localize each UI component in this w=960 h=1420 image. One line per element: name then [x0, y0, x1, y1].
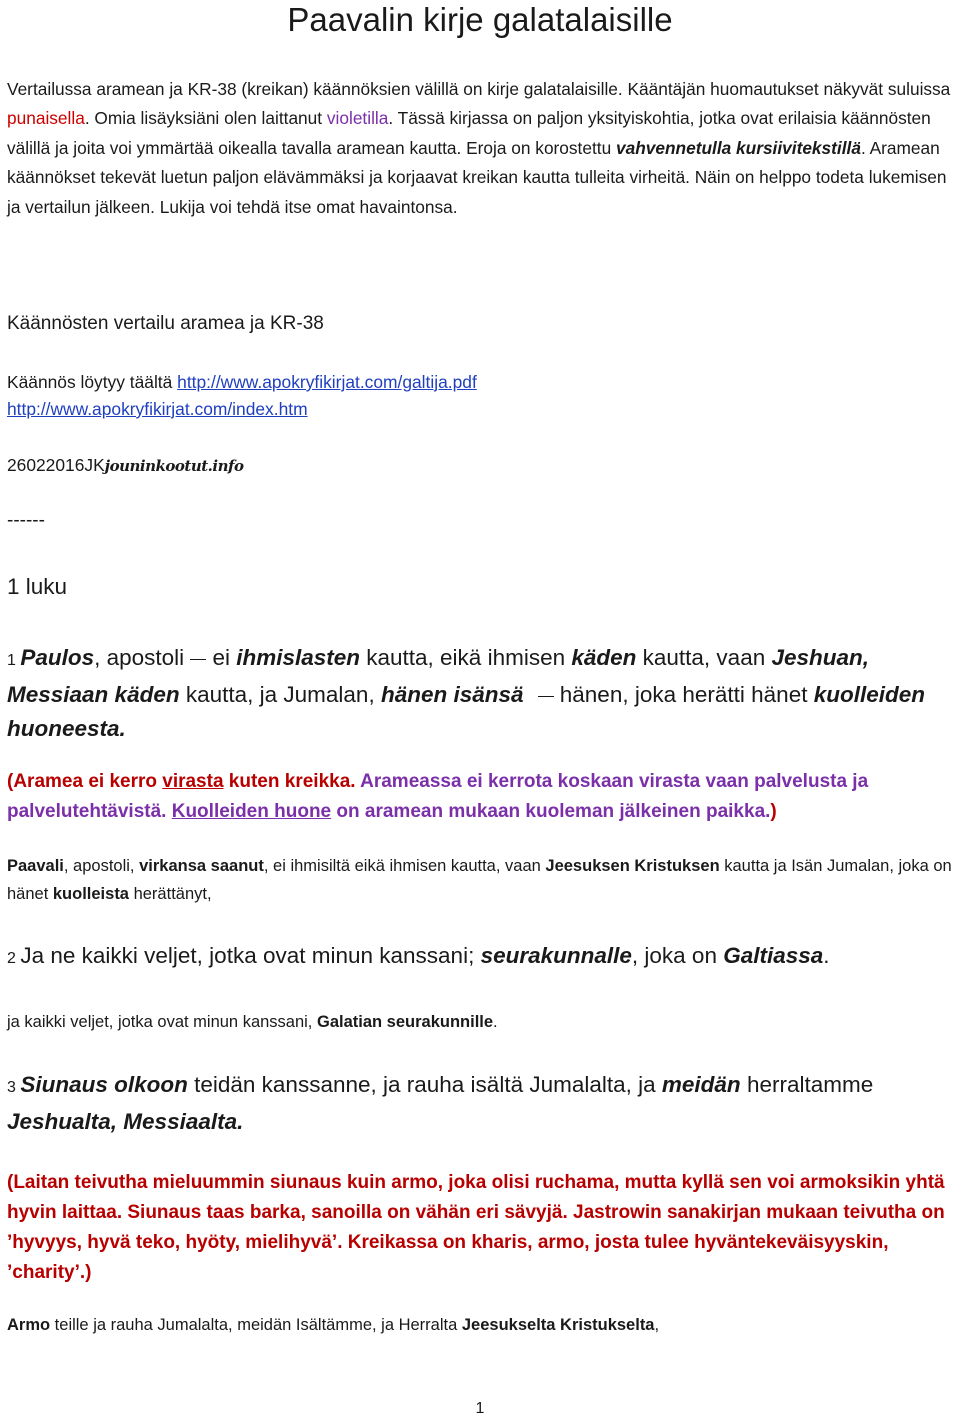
- intro-text-3: . Tässä kirjassa on paljon yksityiskohtia, jotka ovat erilaisia käännösten välillä ja joita voi ymmärtää oikealla tavalla aramean kautta. Eroja on korostettu: [7, 108, 931, 158]
- emph-word: Galtiassa: [723, 943, 824, 968]
- emph-word: Jeshuan, Messiaan käden: [7, 645, 870, 707]
- verse-text: teidän kanssanne, ja rauha isältä Jumalalta, ja: [187, 1072, 662, 1097]
- intro-text-2: . Omia lisäyksiäni olen laittanut: [84, 108, 327, 129]
- date-code: 26022016JK: [7, 455, 105, 475]
- violet-word: violetilla: [326, 108, 389, 129]
- dash: [538, 696, 554, 697]
- note-text: ): [770, 801, 777, 822]
- bold-word: Paavali: [7, 857, 64, 875]
- verse-text: , apostoli: [94, 645, 191, 670]
- bold-word: virkansa saanut: [139, 857, 264, 875]
- red-word: punaisella: [7, 108, 85, 129]
- verse-text: Ja ne kaikki veljet, jotka ovat minun kanssani;: [20, 943, 481, 968]
- verse-text: herättänyt,: [129, 885, 212, 903]
- emph-word: seurakunnalle: [480, 943, 632, 968]
- intro-text-1: Vertailussa aramean ja KR-38 (kreikan) käännöksien välillä on kirje galatalaisille. Kääntäjän huomautukset näkyvät suluissa: [7, 79, 951, 99]
- signature: jouninkootut.info: [104, 457, 244, 475]
- bold-word: Armo: [7, 1316, 51, 1334]
- emph-word: käden: [571, 645, 637, 670]
- verse-3-aramaic: [7, 1068, 957, 1139]
- pdf-link[interactable]: http://www.apokryfikirjat.com/galtija.pdf: [177, 372, 477, 392]
- verse-number: 2: [7, 950, 21, 967]
- translator-note-1: [7, 767, 957, 827]
- verse-text: ,: [654, 1316, 660, 1334]
- verse-text: .: [493, 1013, 498, 1031]
- comparison-heading: Käännösten vertailu aramea ja KR-38: [7, 313, 324, 334]
- note-text: (Laitan teivutha mieluummin siunaus kuin armo, joka olisi ruchama, mutta kyllä sen voi armoksikin yhtä hyvin laittaa. Siunaus taas barka, sanoilla on vähän eri sävyjä. Jastrowin sanakirjan mukaan teivutha on ’hyvyys, hyvä teko, hyöty, mielihyvä’. Kreikassa on kharis, armo, josta tulee hyväntekeväisyyskin, ’charity’.): [7, 1172, 945, 1283]
- note-text: kuten kreikka.: [223, 771, 361, 792]
- note-violet-text: on aramean mukaan kuoleman jälkeinen paikka.: [331, 801, 771, 822]
- verse-1-kr38: [7, 852, 960, 908]
- verse-2-aramaic: [7, 939, 957, 976]
- emph-word: Siunaus olkoon: [20, 1072, 188, 1097]
- page-number: 1: [475, 1400, 485, 1417]
- bold-word: Jeesukselta Kristukselta: [461, 1316, 655, 1334]
- chapter-heading: 1 luku: [7, 574, 68, 599]
- verse-text: , joka on: [631, 943, 724, 968]
- verse-text: hänen, joka herätti hänet: [553, 682, 814, 707]
- separator: ------: [7, 510, 45, 531]
- bold-italic-word: vahvennetulla kursiivitekstillä: [616, 137, 861, 158]
- emph-word: Jeshualta, Messiaalta.: [7, 1109, 244, 1134]
- date-signature-line: [7, 455, 243, 476]
- index-link-line: [7, 399, 308, 420]
- bold-word: kuolleista: [52, 885, 129, 903]
- emph-word: ihmislasten: [236, 645, 360, 670]
- note-text: (Aramea ei kerro: [7, 771, 163, 792]
- page-title: Paavalin kirje galatalaisille: [287, 1, 673, 38]
- verse-text: teille ja rauha Jumalalta, meidän Isältämme, ja Herralta: [50, 1316, 462, 1334]
- verse-number: 3: [7, 1079, 21, 1096]
- emph-word: meidän: [661, 1072, 741, 1097]
- translation-line: [7, 372, 477, 393]
- dash: [190, 659, 206, 660]
- verse-number: 1: [7, 652, 21, 669]
- note-underlined: Kuolleiden huone: [171, 801, 332, 822]
- verse-text: , ei ihmisiltä eikä ihmisen kautta, vaan: [263, 857, 546, 875]
- verse-text: .: [823, 943, 830, 968]
- translation-label: Käännös löytyy täältä: [7, 372, 178, 392]
- verse-text: kautta, eikä ihmisen: [360, 645, 572, 670]
- verse-text: herraltamme: [740, 1072, 874, 1097]
- verse-text: , apostoli,: [63, 857, 140, 875]
- intro-text-4: . Aramean käännökset tekevät luetun paljon elävämmäksi ja korjaavat kreikan kautta tulleita virheitä. Näin on helppo todeta lukemisen ja vertailun jälkeen. Lukija voi tehdä itse omat havaintonsa.: [7, 137, 947, 217]
- emph-word: kuolleiden huoneesta.: [7, 682, 925, 741]
- note-underlined: virasta: [162, 771, 224, 792]
- emph-word: hänen isänsä: [380, 682, 524, 707]
- verse-text: ei: [212, 645, 237, 670]
- intro-paragraph: [7, 75, 957, 222]
- verse-text: kautta, vaan: [636, 645, 772, 670]
- index-link[interactable]: http://www.apokryfikirjat.com/index.htm: [7, 399, 308, 419]
- verse-3-kr38: [7, 1311, 960, 1339]
- verse-text: kautta ja Isän Jumalan, joka on hänet: [7, 857, 952, 903]
- verse-text: ja kaikki veljet, jotka ovat minun kanssani,: [7, 1013, 317, 1031]
- verse-1-aramaic: [7, 641, 957, 746]
- verse-text: kautta, ja Jumalan,: [179, 682, 381, 707]
- bold-word: Galatian seurakunnille: [316, 1013, 494, 1031]
- bold-word: Jeesuksen Kristuksen: [545, 857, 720, 875]
- note-violet-text: Arameassa ei kerrota koskaan virasta vaan palvelusta ja palvelutehtävistä.: [7, 771, 869, 822]
- verse-2-kr38: [7, 1008, 960, 1036]
- translator-note-3: [7, 1168, 957, 1288]
- emph-word: Paulos: [20, 645, 95, 670]
